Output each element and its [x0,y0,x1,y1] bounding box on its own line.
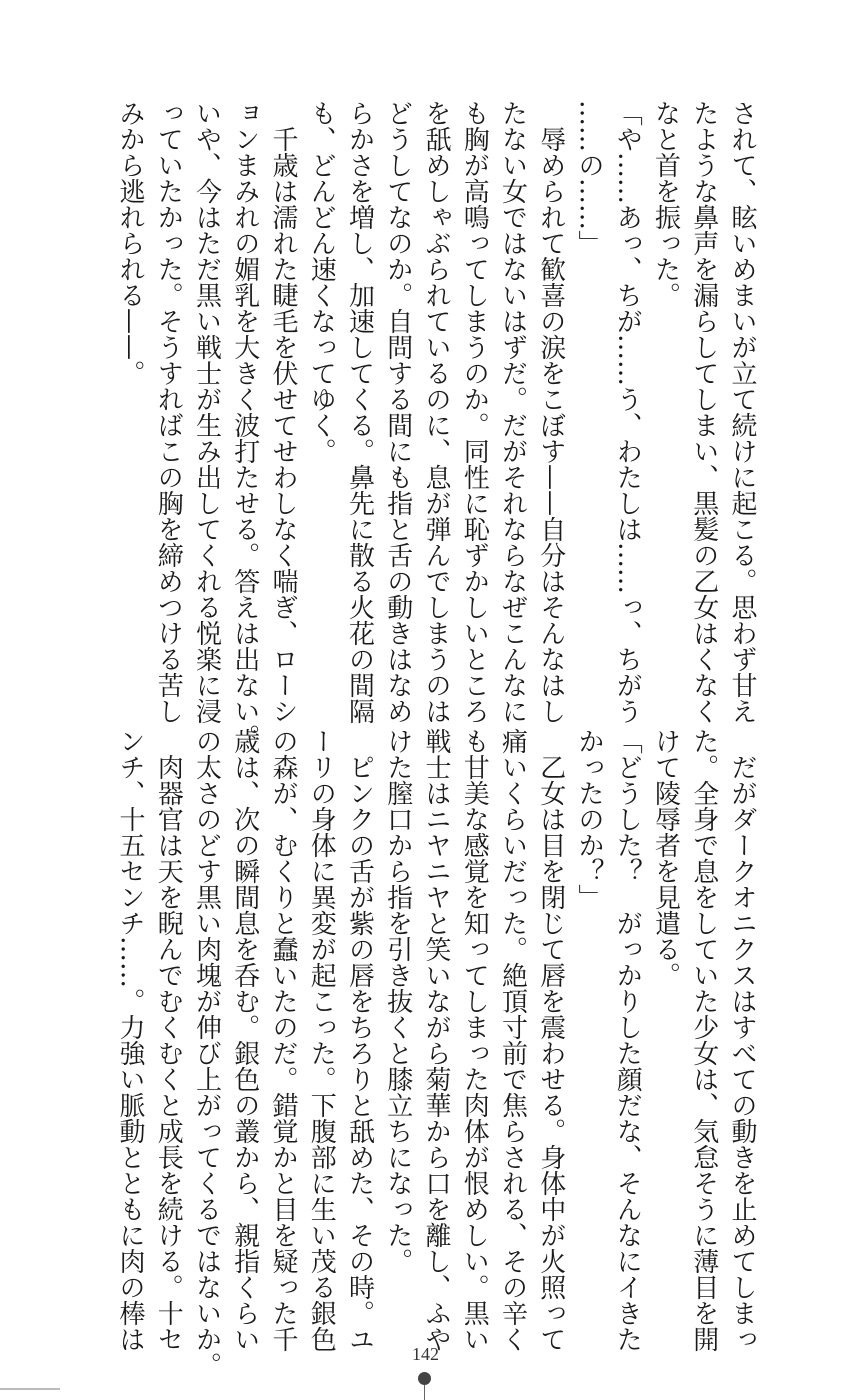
text-column: かったのか？」 [574,728,604,910]
text-column: いや、今はただ黒い戦士が生み出してくれる悦楽に浸 [191,100,222,724]
text-column: 辱められて歓喜の涙をこぼす——自分はそんなはし [535,100,566,724]
scan-edge-line [0,1388,60,1390]
text-column: の太さのどす黒い肉塊が伸び上がってくるではないか。 [191,728,222,1378]
text-column: けた膣口から指を引き抜くと膝立ちになった。 [382,728,413,1274]
page-marker-line [424,1385,425,1400]
text-column: を舐めしゃぶられているのに、息が弾んでしまうのは [421,100,451,724]
text-column: も、どんどん速くなってゆく。 [306,100,337,464]
page-marker-dot [418,1372,431,1385]
text-column: 肉器官は天を睨んでむくむくと成長を続ける。十セ [153,728,184,1352]
text-column: 戦士はニヤニヤと笑いながら菊華から口を離し、ふや [421,728,451,1352]
text-column: ーリの身体に異変が起こった。下腹部に生い茂る銀色 [306,728,337,1352]
text-column: みから逃れられる——。 [115,100,145,386]
text-block-top [111,100,761,750]
text-column: 「どうした？ がっかりした顔だな、そんなにイきた [612,728,643,1352]
text-column: らかさを増し、加速してくる。鼻先に散る火花の間隔 [344,100,375,724]
text-column: 千歳は濡れた睫毛を伏せてせわしなく喘ぎ、ローシ [268,100,298,724]
text-column: どうしてなのか。自問する間にも指と舌の動きはなめ [382,100,413,724]
text-column: の森が、むくりと蠢いたのだ。錯覚かと目を疑った千 [268,728,298,1352]
text-column: も甘美な感覚を知ってしまった肉体が恨めしい。黒い [459,728,490,1352]
text-column: っていたかった。そうすればこの胸を締めつける苦し [153,100,184,724]
text-column: だがダークオニクスはすべての動きを止めてしまっ [727,728,757,1352]
text-column: 歳は、次の瞬間息を呑む。銀色の叢から、親指くらい [229,728,260,1352]
text-column: たない女ではないはずだ。だがそれならなぜこんなに [497,100,528,724]
text-column: ンチ、十五センチ……。力強い脈動とともに肉の棒は [115,728,145,1352]
text-column: も胸が高鳴ってしまうのか。同性に恥ずかしいところ [459,100,490,724]
text-column: ピンクの舌が紫の唇をちろりと舐めた、その時。ユ [344,728,375,1352]
text-column: たような鼻声を漏らしてしまい、黒髪の乙女はくなく [688,100,719,724]
text-column: 乙女は目を閉じて唇を震わせる。身体中が火照って [535,728,566,1352]
text-column: た。全身で息をしていた少女は、気怠そうに薄目を開 [688,728,719,1352]
text-column: されて、眩いめまいが立て続けに起こる。思わず甘え [727,100,757,724]
text-column: なと首を振った。 [650,100,681,308]
text-column: ョンまみれの媚乳を大きく波打たせる。答えは出ない。 [229,100,260,750]
text-column: 「や……あっ、ちが……う、わたしは……っ、ちがう [612,100,643,724]
text-column: 痛いくらいだった。絶頂寸前で焦らされる、その辛く [497,728,528,1352]
page-number: 142 [412,1344,439,1364]
text-column: けて陵辱者を見遣る。 [650,728,681,988]
text-column: ……の……」 [574,100,604,256]
